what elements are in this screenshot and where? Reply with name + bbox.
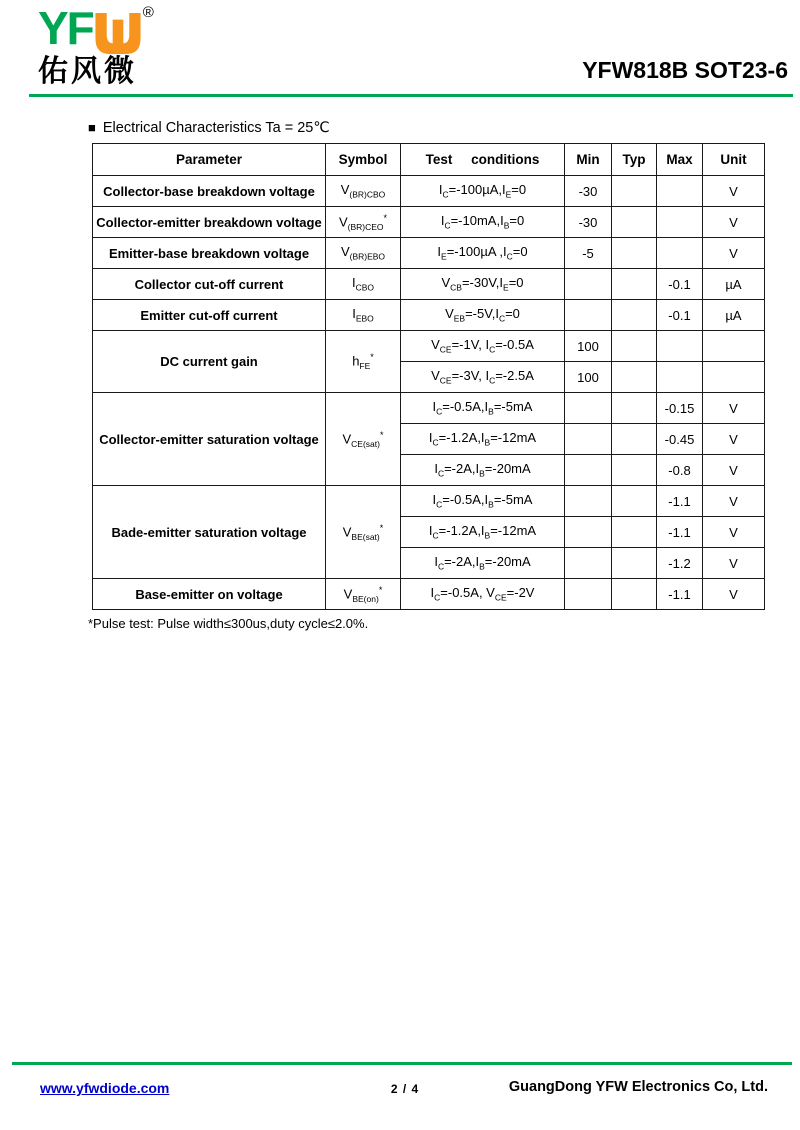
section-heading xyxy=(88,120,330,136)
param-cell: Bade-emitter saturation voltage xyxy=(93,486,326,579)
min-cell: 100 xyxy=(565,362,612,393)
max-cell xyxy=(657,362,703,393)
col-header-min: Min xyxy=(565,144,612,176)
max-cell: -1.1 xyxy=(657,579,703,610)
symbol-cell: $I_{EBO}$ xyxy=(326,300,401,331)
unit-cell: V xyxy=(703,238,765,269)
max-cell xyxy=(657,207,703,238)
symbol-cell: $V_{BE(sat)}^*$ xyxy=(326,486,401,579)
typ-cell xyxy=(612,331,657,362)
col-header-parameter: Parameter xyxy=(93,144,326,176)
typ-cell xyxy=(612,424,657,455)
param-cell: Collector-emitter saturation voltage xyxy=(93,393,326,486)
unit-cell xyxy=(703,331,765,362)
page-number: 2 / 4 xyxy=(390,1082,420,1096)
param-cell: Base-emitter on voltage xyxy=(93,579,326,610)
header-divider xyxy=(29,94,793,97)
unit-cell: V xyxy=(703,548,765,579)
condition-cell: $V_{CE}=-3V$, $I_C=-2.5A$ xyxy=(401,362,565,393)
unit-cell: V xyxy=(703,207,765,238)
unit-cell: V xyxy=(703,455,765,486)
condition-cell: $I_C=-2A,I_B=-20mA$ xyxy=(401,548,565,579)
electrical-characteristics-table xyxy=(92,143,765,610)
condition-cell: $I_E=-100\mu A$ $,I_C=0$ xyxy=(401,238,565,269)
unit-cell: V xyxy=(703,176,765,207)
table-row xyxy=(93,331,765,362)
min-cell xyxy=(565,393,612,424)
condition-cell: $V_{EB}=-5V,I_C=0$ xyxy=(401,300,565,331)
table-row xyxy=(93,486,765,517)
min-cell: 100 xyxy=(565,331,612,362)
table-header-row xyxy=(93,144,765,176)
unit-cell: V xyxy=(703,486,765,517)
condition-cell: $I_C=-0.5A,I_B=-5mA$ xyxy=(401,393,565,424)
condition-cell: $I_C=-0.5A,I_B=-5mA$ xyxy=(401,486,565,517)
col-header-max: Max xyxy=(657,144,703,176)
unit-cell: V xyxy=(703,579,765,610)
min-cell xyxy=(565,300,612,331)
condition-cell: $I_C=-1.2A,I_B=-12mA$ xyxy=(401,424,565,455)
unit-cell: V xyxy=(703,424,765,455)
footer-divider xyxy=(12,1062,792,1065)
section-heading-text: Electrical Characteristics Ta = 25℃ xyxy=(102,120,330,136)
max-cell: -0.1 xyxy=(657,269,703,300)
min-cell xyxy=(565,269,612,300)
min-cell xyxy=(565,517,612,548)
symbol-cell: $V_{(BR)EBO}$ xyxy=(326,238,401,269)
min-cell xyxy=(565,455,612,486)
symbol-cell: $I_{CBO}$ xyxy=(326,269,401,300)
param-cell: Collector-base breakdown voltage xyxy=(93,176,326,207)
param-cell: Emitter-base breakdown voltage xyxy=(93,238,326,269)
unit-cell: V xyxy=(703,393,765,424)
company-name: GuangDong YFW Electronics Co, Ltd. xyxy=(508,1079,768,1095)
logo-chinese-text: 佑风微 xyxy=(38,55,137,88)
min-cell xyxy=(565,548,612,579)
max-cell: -1.1 xyxy=(657,486,703,517)
registered-trademark-icon: ® xyxy=(142,4,154,21)
company-logo xyxy=(38,2,154,88)
typ-cell xyxy=(612,238,657,269)
typ-cell xyxy=(612,486,657,517)
max-cell xyxy=(657,238,703,269)
unit-cell: µA xyxy=(703,300,765,331)
condition-cell: $I_C=-10mA,I_B=0$ xyxy=(401,207,565,238)
typ-cell xyxy=(612,455,657,486)
symbol-cell: $V_{BE(on)}^*$ xyxy=(326,579,401,610)
typ-cell xyxy=(612,393,657,424)
param-cell: Emitter cut-off current xyxy=(93,300,326,331)
min-cell: -5 xyxy=(565,238,612,269)
square-bullet-icon: ■ xyxy=(88,120,96,135)
table-row xyxy=(93,269,765,300)
logo-w-glyph-icon xyxy=(95,13,141,59)
typ-cell xyxy=(612,517,657,548)
condition-cell: $I_C=-100\mu A,I_E=0$ xyxy=(401,176,565,207)
table-row xyxy=(93,238,765,269)
max-cell xyxy=(657,176,703,207)
unit-cell xyxy=(703,362,765,393)
symbol-cell: $V_{(BR)CBO}$ xyxy=(326,176,401,207)
max-cell: -1.2 xyxy=(657,548,703,579)
col-header-test-conditions: Test conditions xyxy=(401,144,565,176)
condition-cell: $I_C=-0.5A$, $V_{CE}=-2V$ xyxy=(401,579,565,610)
min-cell: -30 xyxy=(565,207,612,238)
max-cell: -1.1 xyxy=(657,517,703,548)
symbol-cell: $V_{CE(sat)}^*$ xyxy=(326,393,401,486)
website-link[interactable]: www.yfwdiode.com xyxy=(40,1080,170,1096)
min-cell xyxy=(565,579,612,610)
max-cell: -0.45 xyxy=(657,424,703,455)
table-row xyxy=(93,207,765,238)
min-cell xyxy=(565,424,612,455)
max-cell: -0.8 xyxy=(657,455,703,486)
param-cell: Collector-emitter breakdown voltage xyxy=(93,207,326,238)
max-cell: -0.15 xyxy=(657,393,703,424)
max-cell xyxy=(657,331,703,362)
condition-cell: $I_C=-1.2A,I_B=-12mA$ xyxy=(401,517,565,548)
unit-cell: V xyxy=(703,517,765,548)
col-header-unit: Unit xyxy=(703,144,765,176)
symbol-cell: $V_{(BR)CEO}^*$ xyxy=(326,207,401,238)
symbol-cell: $h_{FE}^*$ xyxy=(326,331,401,393)
typ-cell xyxy=(612,176,657,207)
typ-cell xyxy=(612,269,657,300)
table-row xyxy=(93,579,765,610)
col-header-symbol: Symbol xyxy=(326,144,401,176)
table-row xyxy=(93,300,765,331)
unit-cell: µA xyxy=(703,269,765,300)
condition-cell: $I_C=-2A,I_B=-20mA$ xyxy=(401,455,565,486)
table-row xyxy=(93,393,765,424)
condition-cell: $V_{CB}=-30V,I_E=0$ xyxy=(401,269,565,300)
condition-cell: $V_{CE}=-1V$, $I_C=-0.5A$ xyxy=(401,331,565,362)
typ-cell xyxy=(612,362,657,393)
pulse-test-footnote: *Pulse test: Pulse width≤300us,duty cycle≤2.0%. xyxy=(88,616,369,631)
min-cell xyxy=(565,486,612,517)
param-cell: DC current gain xyxy=(93,331,326,393)
typ-cell xyxy=(612,548,657,579)
typ-cell xyxy=(612,300,657,331)
logo-yf-text: YF xyxy=(38,2,93,54)
table-row xyxy=(93,176,765,207)
max-cell: -0.1 xyxy=(657,300,703,331)
document-title: YFW818B SOT23-6 xyxy=(582,57,788,83)
typ-cell xyxy=(612,579,657,610)
typ-cell xyxy=(612,207,657,238)
min-cell: -30 xyxy=(565,176,612,207)
col-header-typ: Typ xyxy=(612,144,657,176)
param-cell: Collector cut-off current xyxy=(93,269,326,300)
